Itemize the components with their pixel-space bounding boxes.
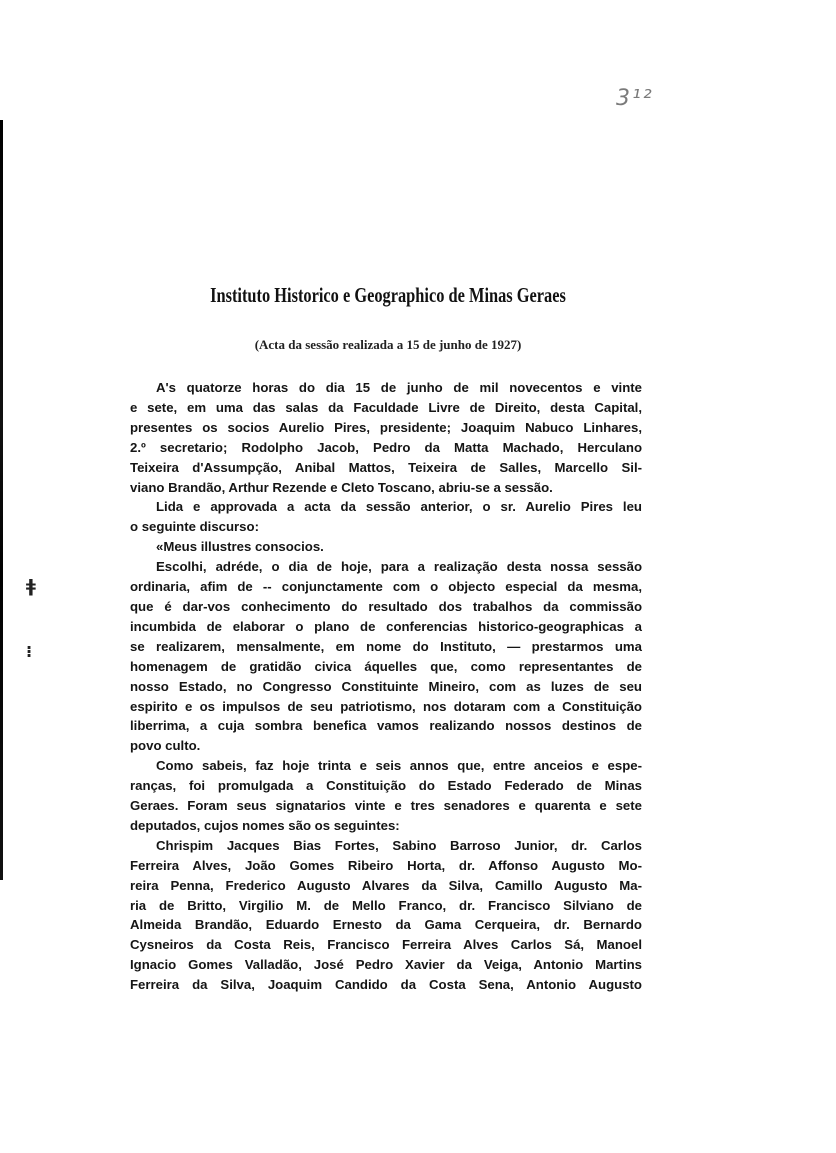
text-line: 2.º secretario; Rodolpho Jacob, Pedro da Matta Machado, Herculano bbox=[130, 439, 642, 455]
text-line: o seguinte discurso: bbox=[130, 519, 259, 535]
text-line: e sete, em uma das salas da Faculdade Livre de Direito, desta Capital, bbox=[130, 399, 642, 415]
text-line: povo culto. bbox=[130, 738, 201, 754]
margin-mark: ǂ bbox=[26, 576, 36, 597]
text-line: Geraes. Foram seus signatarios vinte e tres senadores e quarenta e sete bbox=[130, 798, 642, 814]
text-line: incumbida de elaborar o plano de conferencias historico-geographicas a bbox=[130, 618, 642, 634]
page-number: 3¹² bbox=[616, 86, 654, 111]
text-line: reira Penna, Frederico Augusto Alvares da Silva, Camillo Augusto Ma- bbox=[130, 877, 642, 893]
text-line: Teixeira d'Assumpção, Anibal Mattos, Teixeira de Salles, Marcello Sil- bbox=[130, 459, 642, 475]
margin-mark: ⁝ bbox=[26, 642, 33, 661]
text-line: homenagem de gratidão civica áquelles que, como representantes de bbox=[130, 658, 642, 674]
document-body bbox=[130, 378, 642, 995]
text-line: ordinaria, afim de -- conjunctamente com o objecto especial da mesma, bbox=[130, 579, 642, 595]
text-line: Ferreira Alves, João Gomes Ribeiro Horta, dr. Affonso Augusto Mo- bbox=[130, 857, 642, 873]
text-line: Cysneiros da Costa Reis, Francisco Ferreira Alves Carlos Sá, Manoel bbox=[130, 937, 642, 953]
text-line: Lida e approvada a acta da sessão anterior, o sr. Aurelio Pires leu bbox=[156, 499, 642, 515]
text-line: deputados, cujos nomes são os seguintes: bbox=[130, 817, 400, 833]
text-line: Como sabeis, faz hoje trinta e seis annos que, entre anceios e espe- bbox=[156, 758, 642, 774]
text-line: liberrima, a cuja sombra benefica vamos realizando nossos destinos de bbox=[130, 718, 642, 734]
text-line: Ignacio Gomes Valladão, José Pedro Xavier da Veiga, Antonio Martins bbox=[130, 957, 642, 973]
text-line: «Meus illustres consocios. bbox=[156, 539, 324, 555]
text-line: A's quatorze horas do dia 15 de junho de mil novecentos e vinte bbox=[156, 380, 642, 395]
text-line: Ferreira da Silva, Joaquim Candido da Costa Sena, Antonio Augusto bbox=[130, 977, 642, 993]
text-line: Almeida Brandão, Eduardo Ernesto da Gama Cerqueira, dr. Bernardo bbox=[130, 917, 642, 933]
document-subtitle: (Acta da sessão realizada a 15 de junho de 1927) bbox=[254, 337, 522, 352]
text-line: que é dar-vos conhecimento do resultado dos trabalhos da commissão bbox=[130, 598, 642, 614]
text-line: viano Brandão, Arthur Rezende e Cleto Toscano, abriu-se a sessão. bbox=[130, 479, 553, 495]
text-line: nosso Estado, no Congresso Constituinte Mineiro, com as luzes de seu bbox=[130, 678, 642, 694]
document-title: Instituto Historico e Geographico de Minas Geraes bbox=[210, 283, 566, 307]
text-line: ranças, foi promulgada a Constituição do Estado Federado de Minas bbox=[130, 778, 642, 794]
text-line: espirito e os impulsos de seu patriotismo, nos dotaram com a Constituição bbox=[130, 698, 642, 714]
text-line: Escolhi, adréde, o dia de hoje, para a realização desta nossa sessão bbox=[156, 559, 642, 575]
text-line: presentes os socios Aurelio Pires, presidente; Joaquim Nabuco Linhares, bbox=[130, 419, 642, 435]
scan-edge bbox=[0, 120, 3, 880]
text-line: ria de Britto, Virgilio M. de Mello Franco, dr. Francisco Silviano de bbox=[130, 897, 642, 913]
text-line: se realizarem, mensalmente, em nome do Instituto, — prestarmos uma bbox=[130, 638, 642, 654]
text-line: Chrispim Jacques Bias Fortes, Sabino Barroso Junior, dr. Carlos bbox=[156, 837, 642, 853]
